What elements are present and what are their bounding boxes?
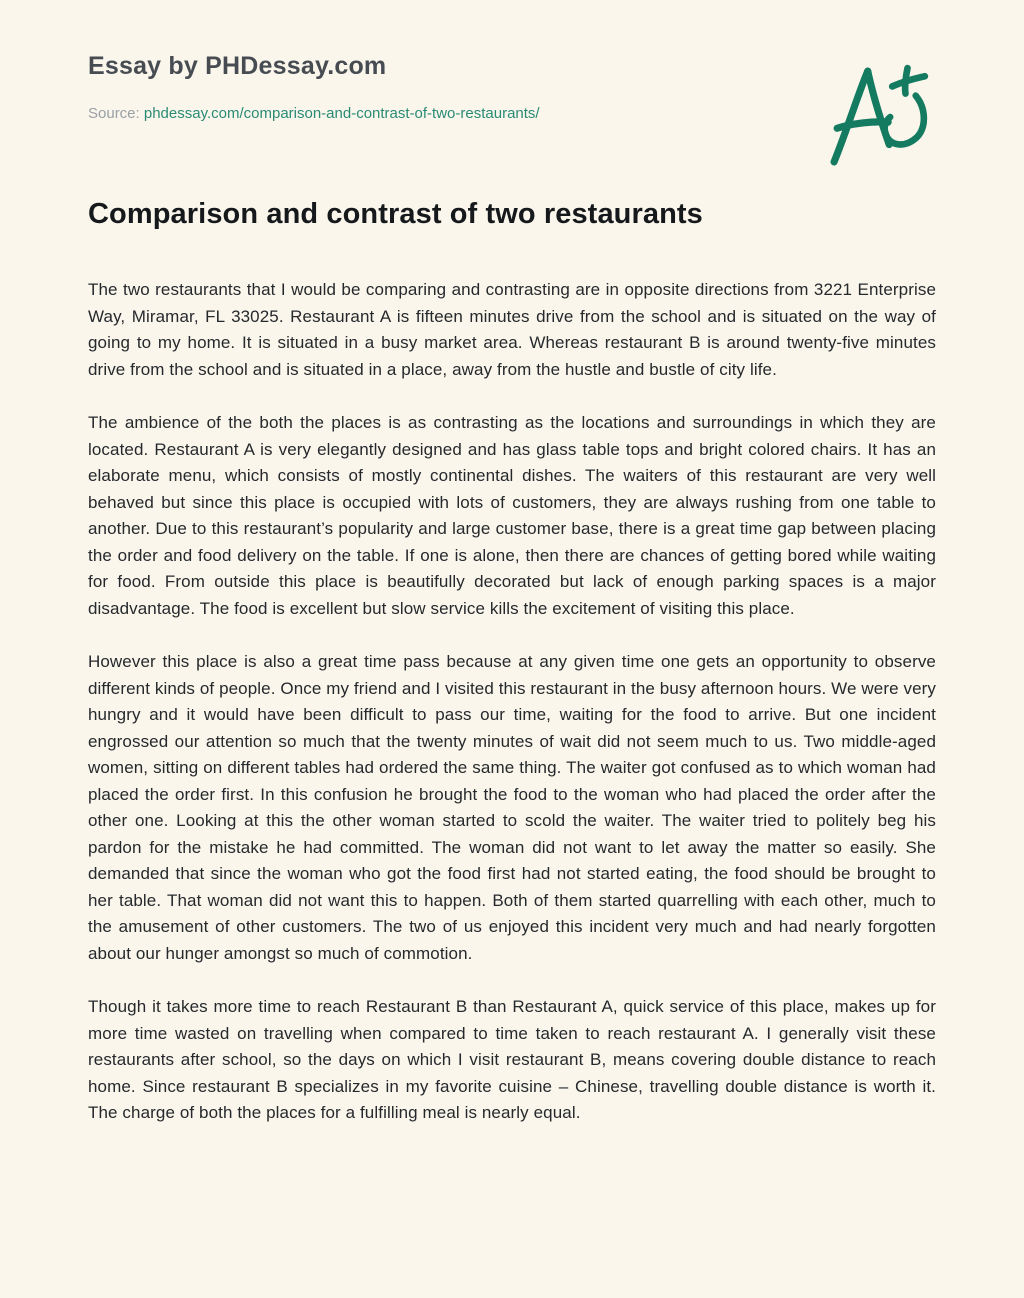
logo-plus-horizontal-stroke (892, 76, 925, 86)
a-plus-icon (830, 62, 932, 168)
source-link[interactable]: phdessay.com/comparison-and-contrast-of-two-restaurants/ (143, 105, 540, 122)
essay-paragraph-1: The two restaurants that I would be comparing and contrasting are in opposite directions from 3221 Enterprise Way, Miramar, FL 33025. Restaurant A is fifteen minutes drive from the school and is situated on the way of going to my home. It is situated in a busy market area. Whereas restaurant B is around twenty-five minutes drive from the school and is situated in a place, away from the hustle and bustle of city life. (88, 280, 936, 379)
site-title: Essay by PHDessay.com (88, 52, 387, 80)
page-header (88, 52, 936, 122)
logo-swoosh-stroke (885, 96, 924, 145)
source-label: Source: (88, 105, 140, 122)
essay-paragraph-2: The ambience of the both the places is as contrasting as the locations and surroundings in which they are located. Restaurant A is very elegantly designed and has glass table tops and bright colored chairs. It has an elaborate menu, which consists of mostly continental dishes. The waiters of this restaurant are very well behaved but since this place is occupied with lots of customers, they are always rushing from one table to another. Due to this restaurant’s popularity and large customer base, there is a great time gap between placing the order and food delivery on the table. If one is alone, then there are chances of getting bored while waiting for food. From outside this place is beautifully decorated but lack of enough parking spaces is a major disadvantage. The food is excellent but slow service kills the excitement of visiting this place. (88, 413, 936, 618)
essay-content (88, 198, 936, 1127)
source-line (88, 105, 936, 122)
essay-title: Comparison and contrast of two restaurants (88, 198, 703, 230)
logo-a-left-stroke (834, 71, 868, 162)
phdessay-logo (830, 62, 932, 168)
essay-paragraph-3: However this place is also a great time pass because at any given time one gets an opportunity to observe different kinds of people. Once my friend and I visited this restaurant in the busy afternoon hours. We were very hungry and it would have been difficult to pass our time, waiting for the food to arrive. But one incident engrossed our attention so much that the twenty minutes of wait did not seem much to us. Two middle-aged women, sitting on different tables had ordered the same thing. The waiter got confused as to which woman had placed the order first. In this confusion he brought the food to the woman who had placed the order after the other one. Looking at this the other woman started to scold the waiter. The waiter tried to politely beg his pardon for the mistake he had committed. The woman did not want to let away the matter so easily. She demanded that since the woman who got the food first had not started eating, the food should be brought to her table. That woman did not want this to happen. Both of them started quarrelling with each other, much to the amusement of other customers. The two of us enjoyed this incident very much and had nearly forgotten about our hunger amongst so much of commotion. (88, 652, 936, 963)
essay-paragraph-4: Though it takes more time to reach Restaurant B than Restaurant A, quick service of this place, makes up for more time wasted on travelling when compared to time taken to reach restaurant A. I generally visit these restaurants after school, so the days on which I visit restaurant B, means covering double distance to reach home. Since restaurant B specializes in my favorite cuisine – Chinese, travelling double distance is worth it. The charge of both the places for a fulfilling meal is nearly equal. (88, 997, 936, 1122)
